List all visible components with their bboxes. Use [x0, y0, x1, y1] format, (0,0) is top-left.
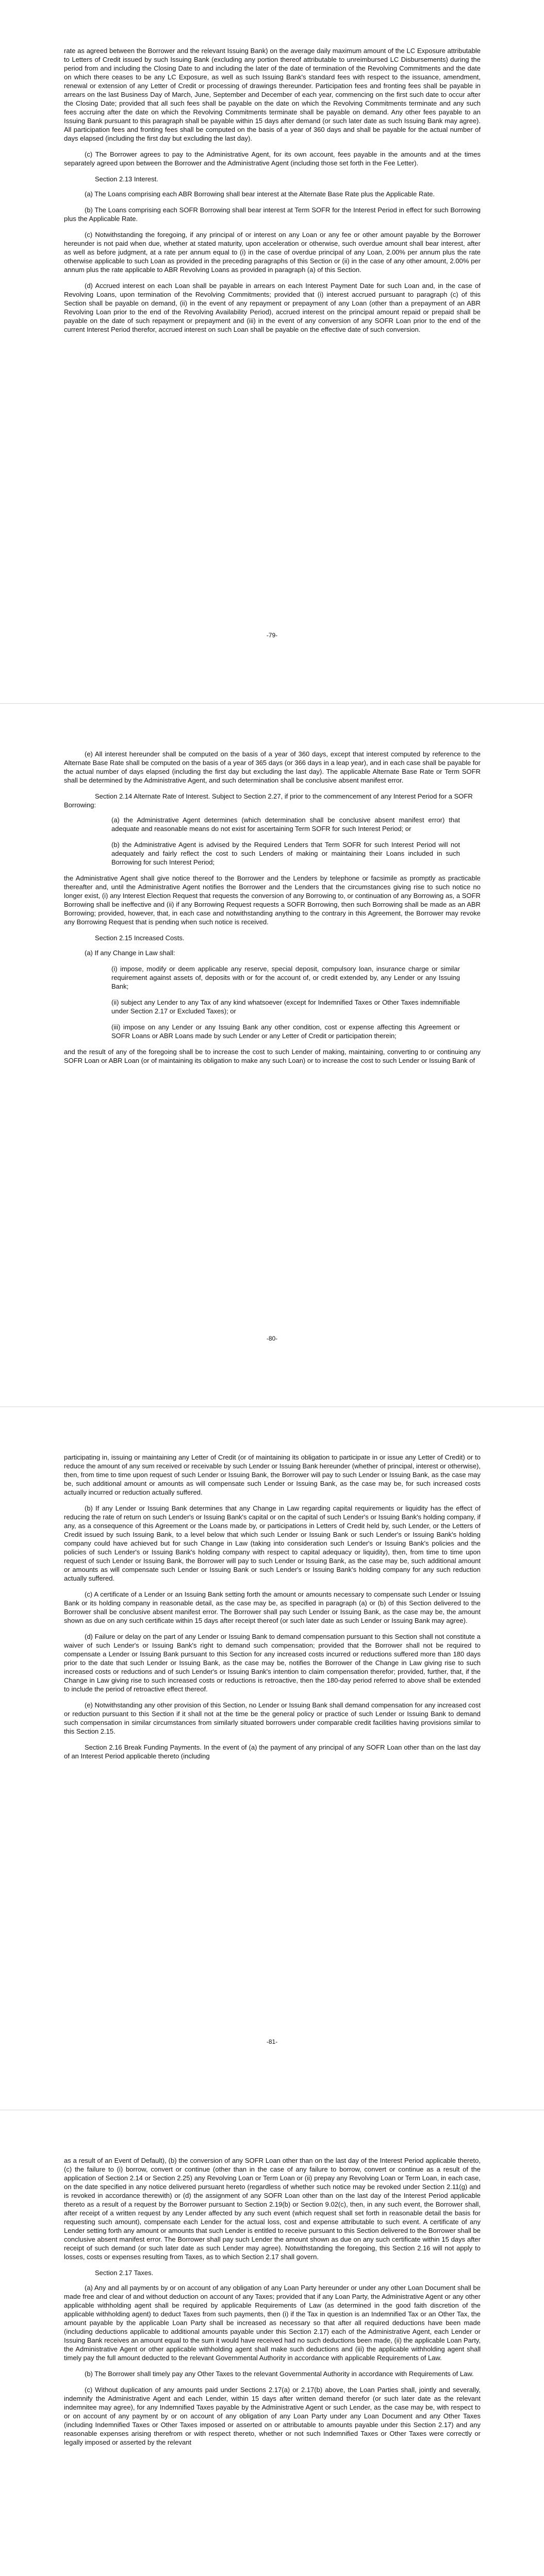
- page-82-body: [64, 2156, 481, 2454]
- paragraph: (d) Accrued interest on each Loan shall be payable in arrears on each Interest Payment Date for such Loan and, in the case of Revolving Loans, upon termination of the Revolving Commitments; provided that (i) interest accrued pursuant to paragraph (c) of this Section shall be payable on demand, (ii) in the event of any repayment or prepayment of any Loan (other than a prepayment of an ABR Revolving Loan prior to the end of the Revolving Availability Period), accrued interest on the principal amount repaid or prepaid shall be payable on the date of such repayment or prepayment and (iii) in the event of any conversion of any SOFR Loan prior to the end of the current Interest Period therefor, accrued interest on such Loan shall be payable on the effective date of such conversion.: [64, 282, 481, 333]
- page-divider: [0, 1406, 544, 1407]
- paragraph: (iii) impose on any Lender or any Issuing Bank any other condition, cost or expense affecting this Agreement or SOFR Loans or ABR Loans made by such Lender or any Letter of Credit or participation therein;: [111, 1023, 460, 1040]
- page-number: -81-: [266, 2038, 278, 2045]
- paragraph: participating in, issuing or maintaining any Letter of Credit (or of maintaining its obligation to participate in or issue any Letter of Credit) or to reduce the amount of any sum received or receivable by such Lender or Issuing Bank hereunder (whether of principal, interest or otherwise), then, from time to time upon request of such Lender or Issuing Bank, the Borrower will pay to such Lender or Issuing Bank, as the case may be, such additional amount or amounts as will compensate such Lender or Issuing Bank, as the case may be, for such increased costs actually incurred or reduction actually suffered.: [64, 1453, 481, 1496]
- paragraph: and the result of any of the foregoing shall be to increase the cost to such Lender of making, maintaining, converting to or continuing any SOFR Loan or ABR Loan (or of maintaining its obligation to make any such Loan) or to increase the cost to such Lender or Issuing Bank of: [64, 1048, 481, 1064]
- page-80-body: [64, 750, 481, 1072]
- page-number: -80-: [266, 1335, 278, 1342]
- section-heading: Section 2.13 Interest.: [95, 175, 158, 183]
- paragraph: Section 2.16 Break Funding Payments. In the event of (a) the payment of any principal of any SOFR Loan other than on the last day of an Interest Period applicable thereto (including: [64, 1743, 481, 1760]
- paragraph: (b) the Administrative Agent is advised by the Required Lenders that Term SOFR for such Interest Period will not adequately and fairly reflect the cost to such Lenders of making or maintaining their Loans included in such Borrowing for such Interest Period;: [111, 841, 460, 866]
- paragraph: (c) The Borrower agrees to pay to the Administrative Agent, for its own account, fees payable in the amounts and at the times separately agreed upon between the Borrower and the Administrative Agent (including those set forth in the Fee Letter).: [64, 150, 481, 167]
- paragraph: the Administrative Agent shall give notice thereof to the Borrower and the Lenders by telephone or facsimile as promptly as practicable thereafter and, until the Administrative Agent notifies the Borrower and the Lenders that the circumstances giving rise to such notice no longer exist, (i) any Interest Election Request that requests the conversion of any Borrowing to, or continuation of any Borrowing as, a SOFR Borrowing shall be ineffective and (ii) if any Borrowing Request requests a SOFR Borrowing, then such Borrowing shall be made as an ABR Borrowing; provided, however, that, in each case and notwithstanding anything to the contrary in this Agreement, the Borrower may revoke any Borrowing Request that is pending when such notice is received.: [64, 874, 481, 926]
- paragraph: (e) All interest hereunder shall be computed on the basis of a year of 360 days, except that interest computed by reference to the Alternate Base Rate shall be computed on the basis of a year of 365 days (or 366 days in a leap year), and in each case shall be payable for the actual number of days elapsed (including the first day but excluding the last day). The applicable Alternate Base Rate or Term SOFR shall be determined by the Administrative Agent, and such determination shall be conclusive absent manifest error.: [64, 750, 481, 784]
- paragraph: (i) impose, modify or deem applicable any reserve, special deposit, compulsory loan, insurance charge or similar requirement against assets of, deposits with or for the account of, or credit extended by, any Lender or any Issuing Bank;: [111, 965, 460, 990]
- page-81-body: [64, 1453, 481, 1768]
- paragraph: (b) The Loans comprising each SOFR Borrowing shall bear interest at Term SOFR for the Interest Period in effect for such Borrowing plus the Applicable Rate.: [64, 206, 481, 223]
- paragraph: (a) Any and all payments by or on account of any obligation of any Loan Party hereunder or under any other Loan Document shall be made free and clear of and without deduction on account of any Taxes; provided that if any Loan Party, the Administrative Agent or any other applicable withholding agent shall be required by applicable Requirements of Law (as determined in the good faith discretion of the applicable withholding agent) to deduct Taxes from such payments, then (i) if the Tax in question is an Indemnified Tax or an Other Tax, the amount payable by the applicable Loan Party shall be increased as necessary so that after all required deductions have been made (including deductions applicable to additional amounts payable under this Section 2.17) each of the Administrative Agent, each Lender or Issuing Bank receives an amount equal to the sum it would have received had no such deductions been made, (ii) the applicable Loan Party, the Administrative Agent or other applicable withholding agent shall make such deductions and (iii) the applicable withholding agent shall timely pay the full amount deducted to the relevant Governmental Authority in accordance with applicable Requirements of Law.: [64, 2284, 481, 2362]
- page-79-body: [64, 46, 481, 341]
- paragraph: (b) The Borrower shall timely pay any Other Taxes to the relevant Governmental Authority in accordance with Requirements of Law.: [85, 2370, 474, 2378]
- paragraph: (e) Notwithstanding any other provision of this Section, no Lender or Issuing Bank shall demand compensation for any increased cost or reduction pursuant to this Section if it shall not at the time be the general policy or practice of such Lender or Issuing Bank to demand such compensation in similar circumstances from similarly situated borrowers under comparable credit facilities having provisions similar to this Section 2.15.: [64, 1701, 481, 1735]
- paragraph: (a) the Administrative Agent determines (which determination shall be conclusive absent manifest error) that adequate and reasonable means do not exist for ascertaining Term SOFR for such Interest Period; or: [111, 816, 460, 833]
- paragraph: (c) A certificate of a Lender or an Issuing Bank setting forth the amount or amounts necessary to compensate such Lender or Issuing Bank or its holding company in reasonable detail, as the case may be, as specified in paragraph (a) or (b) of this Section delivered to the Borrower shall be conclusive absent manifest error. The Borrower shall pay such Lender or Issuing Bank, as the case may be, the amount shown as due on any such certificate within 15 days after receipt thereof (or such later date as such Lender or Issuing Bank may agree).: [64, 1590, 481, 1624]
- section-heading: Section 2.17 Taxes.: [95, 2269, 154, 2277]
- paragraph: (b) If any Lender or Issuing Bank determines that any Change in Law regarding capital requirements or liquidity has the effect of reducing the rate of return on such Lender's or Issuing Bank's capital or on the capital of such Lender's or Issuing Bank's holding company, if any, as a consequence of this Agreement or the Loans made by, or participations in Letters of Credit held by, such Lender, or the Letters of Credit issued by such Issuing Bank, to a level below that which such Lender or Issuing Bank or such Lender's or Issuing Bank's holding company could have achieved but for such Change in Law (taking into consideration such Lender's or Issuing Bank's policies and the policies of such Lender's or Issuing Bank's holding company with respect to capital adequacy or liquidity), then, from time to time upon request of such Lender or Issuing Bank, the Borrower will pay to such Lender or Issuing Bank, as the case may be, such additional amount or amounts as will compensate such Lender or Issuing Bank or such Lender's or Issuing Bank's holding company for any such reduction actually suffered.: [64, 1504, 481, 1582]
- section-heading: Section 2.14 Alternate Rate of Interest. Subject to Section 2.27, if prior to the commencement of any Interest Period for a SOFR Borrowing:: [64, 792, 473, 809]
- section-heading: Section 2.15 Increased Costs.: [95, 934, 185, 942]
- paragraph: as a result of an Event of Default), (b) the conversion of any SOFR Loan other than on the last day of the Interest Period applicable thereto, (c) the failure to (i) borrow, convert or continue (other than in the case of any failure to borrow, convert or continue as a result of the application of Section 2.14 or Section 2.25) any Revolving Loan or Term Loan or (ii) prepay any Revolving Loan or Term Loan, in each case, on the date specified in any notice delivered pursuant hereto (regardless of whether such notice may be revoked under Section 2.11(g) and is revoked in accordance therewith) or (d) the assignment of any SOFR Loan other than on the last day of the Interest Period applicable thereto as a result of a request by the Borrower pursuant to Section 2.19(b) or Section 9.02(c), then, in any such event, the Borrower shall, after receipt of a written request by any Lender affected by any such event (which request shall set forth in reasonable detail the basis for requesting such amount), compensate each Lender for the actual loss, cost and expense attributable to such event. A certificate of any Lender setting forth any amount or amounts that such Lender is entitled to receive pursuant to this Section delivered to the Borrower shall be conclusive absent manifest error. The Borrower shall pay such Lender the amount shown as due on any such certificate within 15 days after receipt of such demand (or such later date as such Lender may agree). Notwithstanding the foregoing, this Section 2.16 will not apply to losses, costs or expenses resulting from Taxes, as to which Section 2.17 shall govern.: [64, 2157, 481, 2261]
- paragraph: (d) Failure or delay on the part of any Lender or Issuing Bank to demand compensation pursuant to this Section shall not constitute a waiver of such Lender's or Issuing Bank's right to demand such compensation; provided that the Borrower shall not be required to compensate a Lender or Issuing Bank pursuant to this Section for any increased costs incurred or reductions suffered more than 180 days prior to the date that such Lender or Issuing Bank, as the case may be, notifies the Borrower of the Change in Law giving rise to such increased costs or reductions and of such Lender's or Issuing Bank's intention to claim compensation therefor; provided, further, that, if the Change in Law giving rise to such increased costs or reductions is retroactive, then the 180-day period referred to above shall be extended to include the period of retroactive effect thereof.: [64, 1633, 481, 1693]
- paragraph: (a) If any Change in Law shall:: [85, 949, 175, 957]
- paragraph: rate as agreed between the Borrower and the relevant Issuing Bank) on the average daily maximum amount of the LC Exposure attributable to Letters of Credit issued by such Issuing Bank (excluding any portion thereof attributable to unreimbursed LC Disbursements) during the period from and including the Closing Date to and including the later of the date of termination of the Revolving Commitments and the date on which there ceases to be any LC Exposure, as well as such Issuing Bank's standard fees with respect to the issuance, amendment, renewal or extension of any Letter of Credit or processing of drawings thereunder. Participation fees and fronting fees shall be payable in arrears on the last Business Day of March, June, September and December of each year, commencing on the first such date to occur after the Closing Date; provided that all such fees shall be payable on the date on which the Revolving Commitments terminate and any such fees accruing after the date on which the Revolving Commitments terminate shall be payable on demand. Any other fees payable to an Issuing Bank pursuant to this paragraph shall be payable within 15 days after demand (or such later date as such Issuing Bank may agree). All participation fees and fronting fees shall be computed on the basis of a year of 360 days and shall be payable for the actual number of days elapsed (including the first day but excluding the last day).: [64, 47, 481, 142]
- paragraph: (c) Notwithstanding the foregoing, if any principal of or interest on any Loan or any fee or other amount payable by the Borrower hereunder is not paid when due, whether at stated maturity, upon acceleration or otherwise, such overdue amount shall bear interest, after as well as before judgment, at a rate per annum equal to (i) in the case of overdue principal of any Loan, 2.00% per annum plus the rate otherwise applicable to such Loan as provided in the preceding paragraphs of this Section or (ii) in the case of any other amount, 2.00% per annum plus the rate applicable to ABR Revolving Loans as provided in paragraph (a) of this Section.: [64, 231, 481, 274]
- paragraph: (a) The Loans comprising each ABR Borrowing shall bear interest at the Alternate Base Rate plus the Applicable Rate.: [85, 190, 435, 198]
- page-number: -79-: [266, 632, 278, 639]
- paragraph: (ii) subject any Lender to any Tax of any kind whatsoever (except for Indemnified Taxes or Other Taxes indemnifiable under Section 2.17 or Excluded Taxes); or: [111, 998, 460, 1015]
- paragraph: (c) Without duplication of any amounts paid under Sections 2.17(a) or 2.17(b) above, the Loan Parties shall, jointly and severally, indemnify the Administrative Agent and each Lender, within 15 days after written demand therefor (or such later date as the relevant indemnitee may agree), for any Indemnified Taxes payable by the Administrative Agent or such Lender, as the case may be, with respect to or on account of any payment by or on account of any obligation of any Loan Party under any Loan Document and any Other Taxes (including Indemnified Taxes or Other Taxes imposed or asserted on or attributable to amounts payable under this Section 2.17) and any reasonable expenses arising therefrom or with respect thereto, whether or not such Indemnified Taxes or Other Taxes were correctly or legally imposed or asserted by the relevant: [64, 2386, 481, 2446]
- page-divider: [0, 703, 544, 704]
